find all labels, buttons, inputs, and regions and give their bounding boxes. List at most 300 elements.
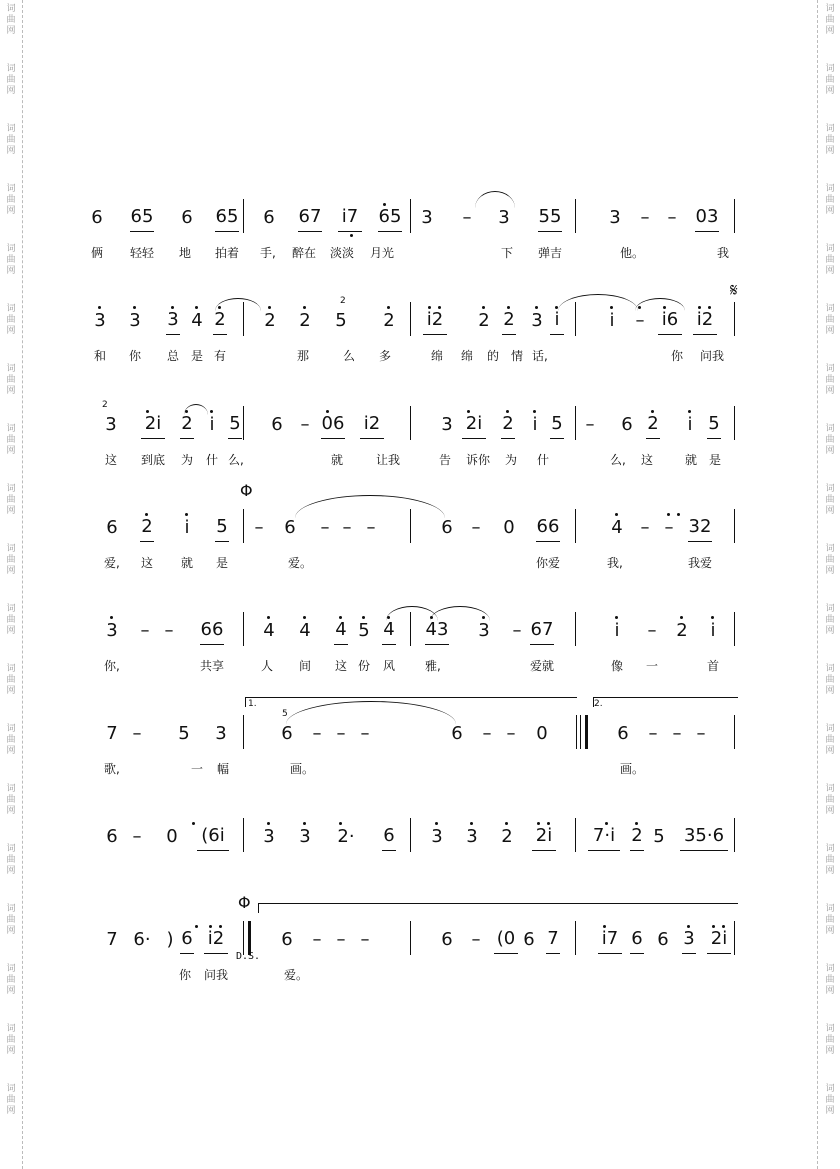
lyric: 雅, [425,659,441,673]
staff-row [80,699,740,781]
volta-bracket [245,697,577,698]
note: – [696,723,706,744]
bar-line [410,199,411,233]
grace-note: 2 [102,400,108,410]
note: 2 [646,412,660,439]
watermark-text: 词 曲 网 [6,904,16,936]
octave-dot [435,822,438,825]
lyric: 画。 [620,762,645,776]
note: i2 [360,412,384,439]
note: 6 [281,929,293,950]
bar-line [575,818,576,852]
octave-dot [267,616,270,619]
octave-dot [268,306,271,309]
octave-dot [387,306,390,309]
lyric: 轻轻 [130,246,155,260]
lyric: 问我 [700,349,725,363]
lyric: 话, [532,349,548,363]
note: 7 [106,929,118,950]
octave-dot [303,306,306,309]
watermark-text: 词 曲 网 [825,784,835,816]
slur-arc [558,294,638,311]
octave-dot [383,203,386,206]
note: 5 [358,620,370,641]
lyric: 俩 [90,246,103,260]
watermark-text: 词 曲 网 [6,664,16,696]
lyric: 让我 [376,453,401,467]
lyric: 和 [93,349,106,363]
bar-line [734,612,735,646]
note: 4 [299,620,311,641]
octave-dot [192,822,195,825]
lyric: 诉你 [466,453,491,467]
note: 4 [191,310,203,331]
segno-icon: 𝄋 [730,280,738,301]
note: – [640,207,650,228]
lyric: 么, [610,453,626,467]
note: 2 [676,620,688,641]
note: i7 [338,205,362,232]
lyric: 为 [504,453,517,467]
note: 3 [166,308,180,335]
note: – [320,517,330,538]
slur-arc [286,701,456,724]
lyric: 地 [178,246,191,260]
note: – [360,723,370,744]
note: 2 [264,310,276,331]
lyric: 歌, [104,762,120,776]
lyric: 像 [610,659,623,673]
staff-row [80,205,740,265]
note: i6 [658,308,682,335]
coda-symbol: Φ [240,481,253,500]
lyric: 这 [640,453,653,467]
volta-bracket-edge [593,697,594,707]
bar-line [734,715,735,749]
note: i2 [693,308,717,335]
octave-dot [133,306,136,309]
watermark-text: 词 曲 网 [6,244,16,276]
note: 7 [106,723,118,744]
lyric: 首 [706,659,719,673]
octave-dot [339,822,342,825]
note: – [254,517,264,538]
note: i [532,414,538,435]
note: 2i [462,412,486,439]
note: 5 [707,412,721,439]
octave-dot [303,822,306,825]
note: – [512,620,522,641]
note: 6 [284,517,296,538]
slur-arc [295,495,445,518]
note: 3 [94,310,106,331]
dal-segno-mark: D.S. [236,951,261,962]
note: – [164,620,174,641]
watermark-text: 词 曲 网 [825,1024,835,1056]
note: 2 [502,308,516,335]
octave-dot [533,410,536,413]
watermark-text: 词 曲 网 [825,304,835,336]
watermark-text: 词 曲 网 [6,64,16,96]
lyric: 手, [260,246,276,260]
note: 67 [298,205,322,232]
note: – [647,620,657,641]
note: 6 [106,826,118,847]
note: 66 [200,618,224,645]
note: – [482,723,492,744]
note: 3 [441,414,453,435]
lyric: 绵 [430,349,443,363]
note: 3 [106,620,118,641]
note: 5 [653,826,665,847]
note: – [336,723,346,744]
note: 6 [441,517,453,538]
note: 2 [180,412,194,439]
octave-dot [171,306,174,309]
note: – [471,929,481,950]
lyric: 幅 [216,762,229,776]
coda-symbol: Φ [238,893,251,912]
octave-dot [210,410,213,413]
note: 32 [688,515,712,542]
note: 3 [215,723,227,744]
coda-bracket [258,903,738,904]
note: – [462,207,472,228]
lyric: 份 [357,659,370,673]
lyric: 醉在 [292,246,317,260]
slur-arc [184,404,208,415]
watermark-text: 词 曲 网 [825,4,835,36]
lyric: 下 [500,246,513,260]
note: 6· [133,929,151,950]
note: – [506,723,516,744]
note: 0 [503,517,515,538]
note: i [609,310,615,331]
lyric: 爱就 [530,659,555,673]
note: i [184,517,190,538]
note: 3 [498,207,510,228]
grace-note: 5 [282,709,288,719]
watermark-text: 词 曲 网 [825,964,835,996]
lyric: 你 [670,349,683,363]
watermark-text: 词 曲 网 [6,1024,16,1056]
double-bar-line [243,921,251,955]
octave-dot [712,925,715,928]
note: i [687,414,693,435]
note: i [614,620,620,641]
note: – [667,207,677,228]
volta-bracket-edge [245,697,246,707]
lyric: 就 [684,453,697,467]
octave-dot [603,925,606,928]
volta-bracket [593,697,738,698]
octave-dot [711,616,714,619]
lyric: 情 [510,349,523,363]
note: (0 [494,927,518,954]
lyric: 你 [128,349,141,363]
note: 65 [130,205,154,232]
note: – [140,620,150,641]
lyric: 总 [166,349,179,363]
octave-dot [677,513,680,516]
octave-dot [98,306,101,309]
note: – [300,414,310,435]
lyric: 一 [190,762,203,776]
octave-dot [209,925,212,928]
note: i7 [598,927,622,954]
note: 6 [263,207,275,228]
lyric: 风 [382,659,395,673]
octave-dot [438,306,441,309]
watermark-text: 词 曲 网 [825,64,835,96]
bar-line [575,199,576,233]
watermark-text: 词 曲 网 [825,844,835,876]
note: 5 [215,515,229,542]
octave-dot [350,234,353,237]
lyric: 到底 [141,453,166,467]
note: i2 [204,927,228,954]
left-watermark-strip [0,0,23,1169]
slur-arc [475,191,515,208]
staff-row [80,400,740,472]
lyric: 多 [378,349,391,363]
note: 2i [707,927,731,954]
note: – [312,723,322,744]
note: 6 [657,929,669,950]
staff-row [80,481,740,575]
watermark-text: 词 曲 网 [6,844,16,876]
lyric: 告 [438,453,451,467]
octave-dot [667,513,670,516]
note: – [312,929,322,950]
lyric: 一 [645,659,658,673]
octave-dot [470,822,473,825]
lyric: 的 [486,349,499,363]
note: i [209,414,215,435]
bar-line [734,818,735,852]
note: 6 [451,723,463,744]
note: 2 [630,824,644,851]
note: – [366,517,376,538]
bar-line [243,612,244,646]
note: 6 [621,414,633,435]
lyric: 你 [178,968,191,982]
octave-dot [195,925,198,928]
bar-line [410,921,411,955]
watermark-text: 词 曲 网 [825,484,835,516]
octave-dot [326,410,329,413]
note: 3 [682,927,696,954]
note: 2 [478,310,490,331]
lyric: 他。 [620,246,645,260]
note: – [336,929,346,950]
note: i [550,308,564,335]
lyric: 画。 [290,762,315,776]
octave-dot [303,616,306,619]
octave-dot [615,513,618,516]
note: 6 [271,414,283,435]
note: 3 [466,826,478,847]
note: – [664,517,674,538]
lyric: 我 [716,246,729,260]
staff-row [80,893,740,987]
watermark-text: 词 曲 网 [6,1084,16,1116]
bar-line [410,302,411,336]
note: – [635,310,645,331]
note: 6 [106,517,118,538]
watermark-text: 词 曲 网 [6,724,16,756]
note: 2 [213,308,227,335]
note: 6 [441,929,453,950]
lyric: 那 [296,349,309,363]
note: 3 [105,414,117,435]
watermark-text: 词 曲 网 [825,1084,835,1116]
note: 2· [337,826,355,847]
note: 4 [611,517,623,538]
note: 65 [215,205,239,232]
staff-row [80,280,740,368]
bar-line [243,406,244,440]
lyric: 这 [140,556,153,570]
note: 6 [180,927,194,954]
note: 6 [91,207,103,228]
lyric: 绵 [460,349,473,363]
lyric: 弹吉 [538,246,563,260]
note: i2 [423,308,447,335]
note: 6 [617,723,629,744]
watermark-text: 词 曲 网 [825,544,835,576]
octave-dot [219,925,222,928]
bar-line [410,818,411,852]
bar-line [410,406,411,440]
lyric: 什 [536,453,549,467]
octave-dot [535,306,538,309]
watermark-text: 词 曲 网 [6,784,16,816]
bar-line [734,406,735,440]
octave-dot [708,306,711,309]
note: 3 [299,826,311,847]
watermark-text: 词 曲 网 [6,604,16,636]
lyric: 你爱 [536,556,561,570]
note: 5 [550,412,564,439]
note: 2 [501,412,515,439]
octave-dot [195,306,198,309]
lyric: 是 [215,556,228,570]
watermark-text: 词 曲 网 [6,184,16,216]
right-watermark-strip [817,0,840,1169]
octave-dot [339,616,342,619]
note: 2 [383,310,395,331]
lyric: 间 [298,659,311,673]
octave-dot [145,513,148,516]
watermark-text: 词 曲 网 [825,124,835,156]
note: 43 [425,618,449,645]
staff-row [80,824,740,884]
bar-line [734,302,735,336]
bar-line [575,509,576,543]
lyric: 淡淡 [330,246,355,260]
bar-line [734,921,735,955]
note: 6 [523,929,535,950]
note: 4 [334,618,348,645]
note: 6 [382,824,396,851]
watermark-text: 词 曲 网 [6,964,16,996]
note: 7 [546,927,560,954]
note: – [471,517,481,538]
lyric: 是 [708,453,721,467]
bar-line [243,509,244,543]
note: 2i [532,824,556,851]
note: – [360,929,370,950]
bar-line [576,715,577,749]
octave-dot [362,616,365,619]
lyric: 你, [104,659,120,673]
note: 3 [609,207,621,228]
note: ) [166,929,174,950]
lyric: 为 [180,453,193,467]
note: 4 [382,618,396,645]
lyric: 是 [190,349,203,363]
note: 3 [263,826,275,847]
note: 5 [178,723,190,744]
octave-dot [505,822,508,825]
note: 06 [321,412,345,439]
watermark-text: 词 曲 网 [825,244,835,276]
watermark-text: 词 曲 网 [825,724,835,756]
watermark-text: 词 曲 网 [6,544,16,576]
double-bar-line [580,715,588,749]
lyric: 有 [213,349,226,363]
watermark-text: 词 曲 网 [825,664,835,696]
lyric: 这 [334,659,347,673]
bar-line [243,715,244,749]
note: 0 [166,826,178,847]
bar-line [575,612,576,646]
note: – [640,517,650,538]
octave-dot [185,513,188,516]
volta-first-ending: 1. [248,699,257,709]
watermark-text: 词 曲 网 [6,304,16,336]
lyric: 我, [607,556,623,570]
note: 3 [421,207,433,228]
watermark-text: 词 曲 网 [6,484,16,516]
note: i [710,620,716,641]
coda-bracket-edge [258,903,259,913]
octave-dot [110,616,113,619]
octave-dot [687,925,690,928]
note: 7·i [588,824,620,851]
bar-line [575,921,576,955]
lyric: 爱。 [288,556,313,570]
note: 0 [536,723,548,744]
octave-dot [680,616,683,619]
lyric: 这 [104,453,117,467]
note: 4 [263,620,275,641]
note: – [648,723,658,744]
note: – [585,414,595,435]
slur-arc [635,298,685,311]
note: 6 [630,927,644,954]
lyric: 我爱 [688,556,713,570]
note: 2 [501,826,513,847]
note: 3 [129,310,141,331]
grace-note: 2 [340,296,346,306]
note: 5 [335,310,347,331]
octave-dot [146,410,149,413]
octave-dot [467,410,470,413]
octave-dot [605,822,608,825]
note: 3 [531,310,543,331]
